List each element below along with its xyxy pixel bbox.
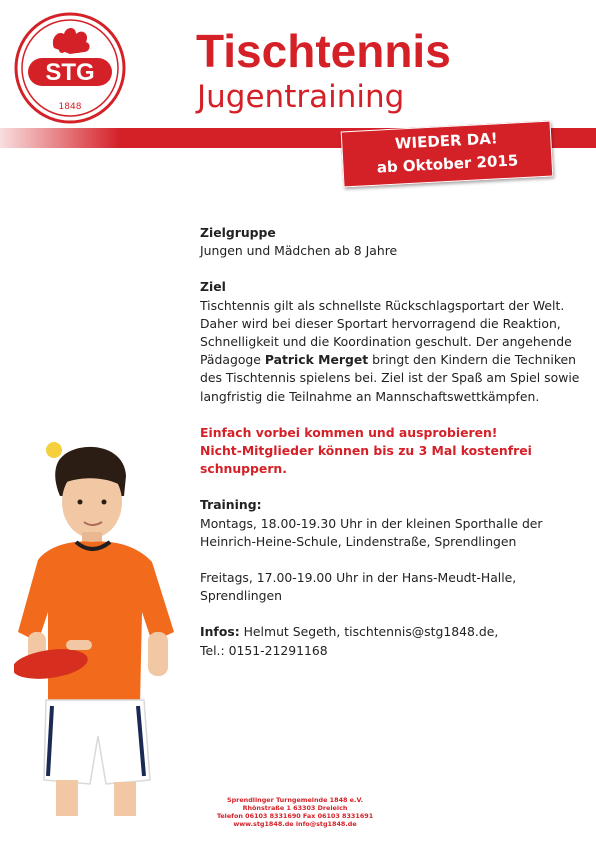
- callout-line-2: Nicht-Mitglieder können bis zu 3 Mal kostenfrei schnuppern.: [200, 443, 532, 477]
- infos-phone: Tel.: 0151-21291168: [200, 642, 328, 658]
- zielgruppe-heading: Zielgruppe: [200, 225, 276, 240]
- ziel-text-after: bringt den Kindern die Techniken des Tischtennis spielens bei. Ziel ist der Spaß am Spiel sowie langfristig die Teilnahme an Mannschaftswettkämpfen.: [200, 352, 580, 404]
- badge-line-2: ab Oktober 2015: [376, 151, 519, 177]
- trainer-name: Patrick Merget: [264, 352, 369, 368]
- content-column: [200, 224, 590, 660]
- ziel-text: [200, 297, 590, 406]
- announcement-badge: [341, 121, 554, 188]
- logo-text: STG: [45, 59, 95, 86]
- stg-logo: [14, 12, 126, 124]
- ball-icon: [46, 442, 62, 458]
- footer-line-1: Sprendlinger Turngemeinde 1848 e.V.: [226, 796, 363, 804]
- badge-line-1: WIEDER DA!: [394, 129, 499, 153]
- ziel-heading: Ziel: [200, 279, 226, 295]
- footer-line-3: Telefon 06103 8331690 Fax 06103 8331691: [216, 812, 374, 821]
- zielgruppe-text: Jungen und Mädchen ab 8 Jahre: [200, 243, 398, 259]
- training-friday: Freitags, 17.00-19.00 Uhr in der Hans-Meudt-Halle, Sprendlingen: [200, 570, 517, 604]
- footer-line-2: Rhönstraße 1 63303 Dreieich: [242, 804, 348, 813]
- infos-contact: Helmut Segeth, tischtennis@stg1848.de,: [239, 624, 499, 640]
- callout-line-1: Einfach vorbei kommen und ausprobieren!: [200, 424, 498, 440]
- training-monday: Montags, 18.00-19.30 Uhr in der kleinen Sporthalle der Heinrich-Heine-Schule, Lindenstraße, Sprendlingen: [200, 515, 543, 549]
- footer-line-4: www.stg1848.de info@stg1848.de: [233, 820, 357, 829]
- header-band-fade: [0, 128, 120, 148]
- infos-label: Infos:: [200, 624, 240, 640]
- ziel-text-before: Tischtennis gilt als schnellste Rückschlagsportart der Welt. Daher wird bei dieser Sportart hervorragend die Reaktion, Schnelligkeit und die Koordination geschult. Der angehende Pädagoge: [200, 297, 572, 368]
- child-table-tennis-illustration: [14, 436, 200, 816]
- logo-year: 1848: [58, 102, 82, 112]
- footer-address: [200, 796, 390, 828]
- infos-line: [200, 623, 590, 641]
- training-heading: Training:: [200, 497, 262, 513]
- page-title: Tischtennis: [196, 25, 451, 77]
- page-subtitle: Jugentraining: [197, 79, 405, 115]
